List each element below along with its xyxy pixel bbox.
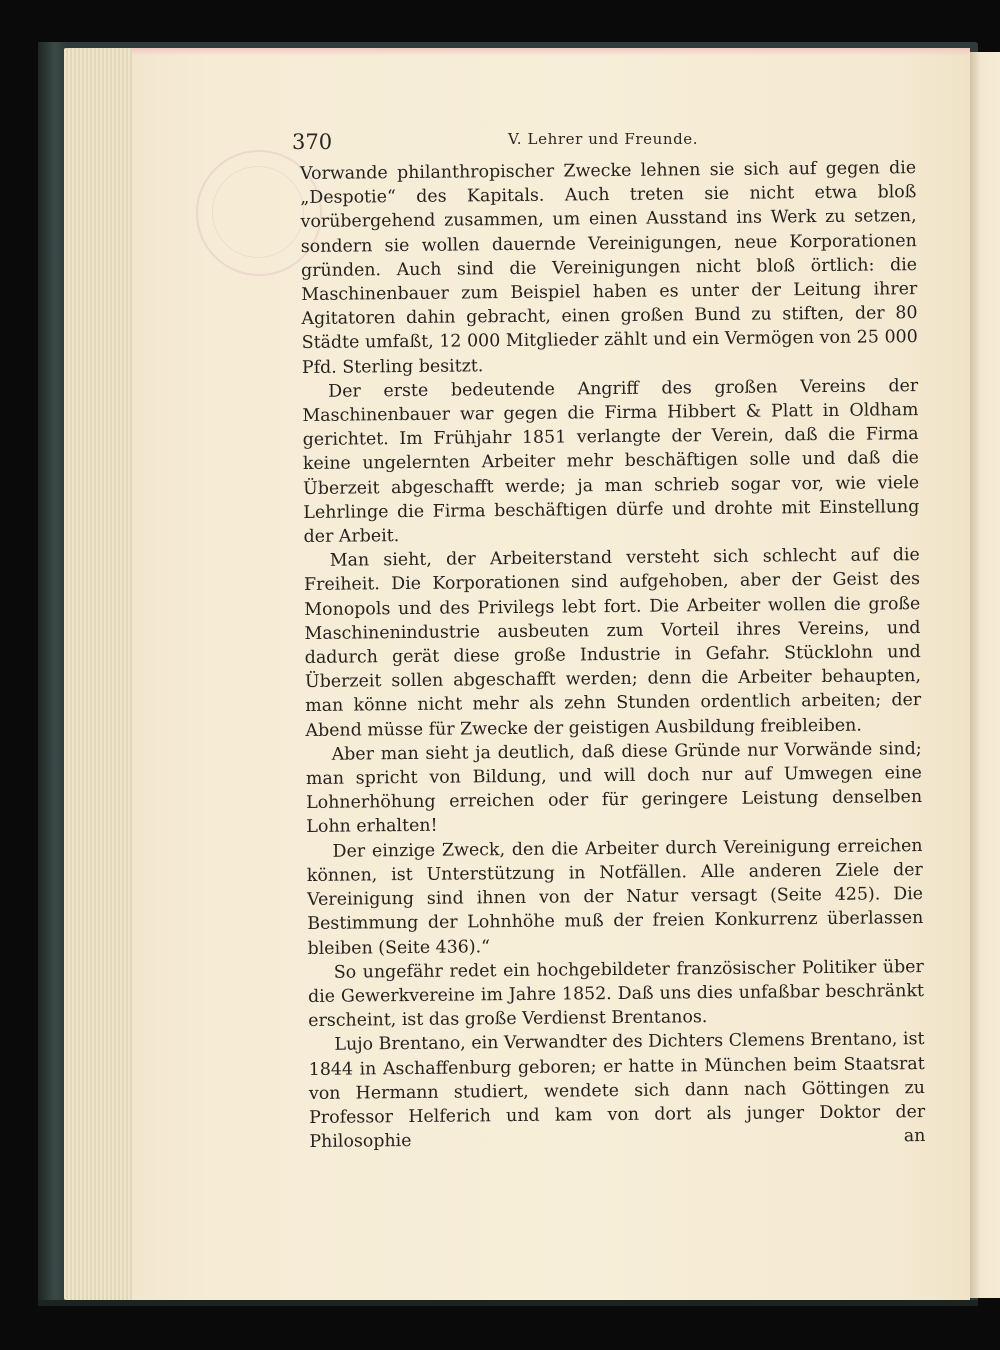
cover-bottom-edge	[38, 1300, 978, 1306]
facing-page-edge	[968, 52, 1000, 1298]
cover-edge	[38, 42, 66, 1304]
page-header	[290, 126, 920, 160]
paragraph-6: So ungefähr redet ein hochgebildeter französischer Politiker über die Gewerkvereine im Jahre 1852. Daß uns dies unfaßbar beschränkt erscheint, ist das große Verdienst Brentanos.	[307, 956, 925, 1032]
paragraph-5: Der einzige Zweck, den die Arbeiter durch Vereinigung erreichen können, ist Unterstützung in Notfällen. Alle anderen Ziele der Vereinigung sind ihnen von der Natur versagt (Seite 425). Die Bestimmung der Lohnhöhe muß der freien Konkurrenz überlassen bleiben (Seite 436).“	[306, 835, 924, 959]
paragraph-3: Man sieht, der Arbeiterstand versteht sich schlecht auf die Freiheit. Die Korporationen sind aufgehoben, aber der Geist des Monopols und des Privilegs lebt fort. Die Arbeiter wollen die große Maschinenindustrie ausbeuten zum Vorteil ihres Vereins, und dadurch gerät diese große Industrie in Gefahr. Stücklohn und Überzeit sollen abgeschafft werden; denn die Arbeiter behaupten, man könne nicht mehr als zehn Stunden ordentlich arbeiten; der Abend müsse für Zwecke der geistigen Ausbildung freibleiben.	[303, 545, 922, 741]
paragraph-1: Vorwande philanthropischer Zwecke lehnen sie sich auf gegen die „Despotie“ des Kapitals. Auch treten sie nicht etwa bloß vorübergehend zusammen, um einen Ausstand ins Werk zu setzen, sondern sie wollen dauernde Vereinigungen, neue Korporationen gründen. Auch sind die Vereinigungen nicht bloß örtlich: die Maschinenbauer zum Beispiel haben es unter der Leitung ihrer Agitatoren dahin gebracht, einen großen Bund zu stiften, der 80 Städte umfaßt, 12 000 Mitglieder zählt und ein Vermögen von 25 000 Pfd. Sterling besitzt.	[300, 158, 918, 378]
paragraph-2: Der erste bedeutende Angriff des großen Vereins der Maschinenbauer war gegen die Firma Hibbert & Platt in Oldham gerichtet. Im Frühjahr 1851 verlangte der Verein, daß die Firma keine ungelernten Arbeiter mehr beschäftigen solle und daß die Überzeit abgeschafft werde; ja man schrieb sogar vor, wie viele Lehrlinge die Firma beschäftigen dürfe und drohte mit Einstellung der Arbeit.	[302, 375, 920, 548]
body-text	[300, 156, 925, 1154]
running-head: V. Lehrer und Freunde.	[508, 130, 699, 148]
page-top-edge	[132, 48, 970, 56]
paragraph-7: Lujo Brentano, ein Verwandter des Dichters Clemens Brentano, ist 1844 in Aschaffenburg geboren; er hatte in München beim Staatsrat von Hermann studiert, wendete sich dann nach Göttingen zu Professor Helferich und kam von dort als junger Doktor der Philosophie an	[308, 1029, 926, 1153]
paragraph-4: Aber man sieht ja deutlich, daß diese Gründe nur Vorwände sind; man spricht von Bildung, und will doch nur auf Umwegen eine Lohnerhöhung erreichen oder für geringere Leistung denselben Lohn erhalten!	[305, 738, 923, 838]
page-number: 370	[292, 130, 333, 154]
